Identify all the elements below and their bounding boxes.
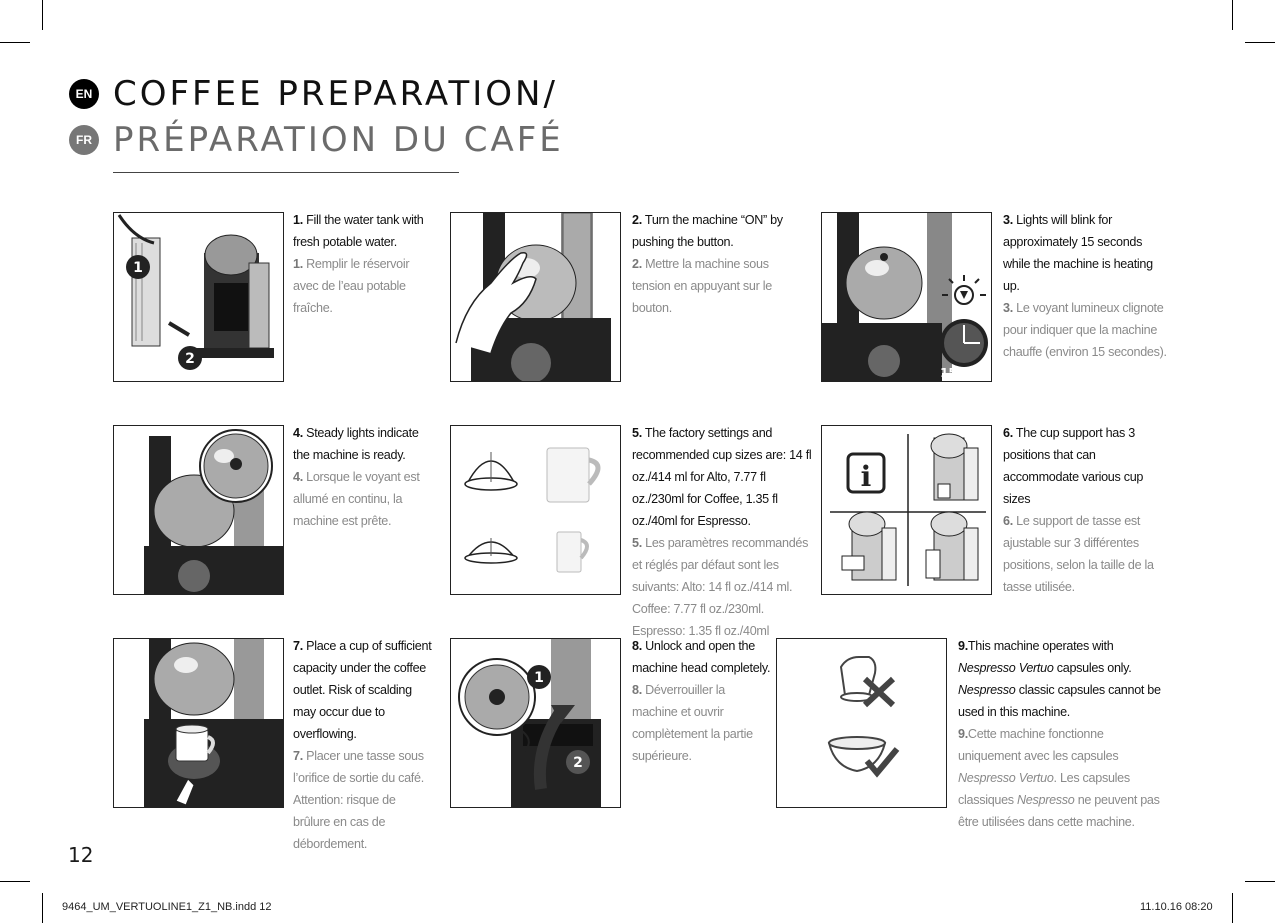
step1-text: 1. Fill the water tank with fresh potable water. 1. Remplir le réservoir avec de l’eau potable fraîche.: [293, 213, 424, 315]
timer-label: 15 sec.: [940, 366, 988, 380]
page-title-fr: PRÉPARATION DU CAFÉ: [113, 120, 564, 160]
title-underline: [113, 172, 459, 173]
info-icon: i: [860, 460, 872, 493]
step9-illustration: [776, 638, 947, 808]
step5-illustration: [450, 425, 621, 595]
step8-text: 8. Unlock and open the machine head completely. 8. Déverrouiller la machine et ouvrir complètement la partie supérieure.: [632, 639, 771, 763]
crop-mark: [1245, 881, 1275, 882]
crop-mark: [42, 0, 43, 30]
step2-illustration: [450, 212, 621, 382]
step6-text: 6. The cup support has 3 positions that can accommodate various cup sizes 6. Le support de tasse est ajustable sur 3 différentes positions, selon la taille de la tasse utilisée.: [1003, 426, 1154, 594]
step6-illustration: [821, 425, 992, 595]
footer-filename: 9464_UM_VERTUOLINE1_Z1_NB.indd 12: [62, 901, 272, 913]
step2-text: 2. Turn the machine “ON” by pushing the button. 2. Mettre la machine sous tension en appuyant sur le bouton.: [632, 213, 783, 315]
crop-mark: [42, 893, 43, 923]
step3-illustration: [821, 212, 992, 382]
step8-illustration: [450, 638, 621, 808]
step4-illustration: [113, 425, 284, 595]
step5-text: 5. The factory settings and recommended cup sizes are: 14 fl oz./414 ml for Alto, 7.77 fl oz./230ml for Coffee, 1.35 fl oz./40ml for Espresso. 5. Les paramètres recommandés et réglés par défaut sont les suivants: Alto: 14 fl oz./414 ml. Coffee: 7.77 fl oz./230ml. Espresso: 1.35 fl oz./40ml: [632, 426, 812, 638]
step7-text: 7. Place a cup of sufficient capacity under the coffee outlet. Risk of scalding may occur due to overflowing. 7. Placer une tasse sous l’orifice de sortie du café. Attention: risque de brûlure en cas de débordement.: [293, 639, 432, 851]
step9-text: 9.This machine operates with Nespresso Vertuo capsules only. Nespresso classic capsules cannot be used in this machine. 9.Cette machine fonctionne uniquement avec les capsules Nespresso Vertuo. Les capsules classiques Nespresso ne peuvent pas être utilisées dans cette machine.: [958, 639, 1161, 829]
language-badge-en: EN: [69, 79, 99, 109]
callout-1-label: 1: [133, 260, 143, 276]
page-number: 12: [68, 843, 94, 867]
step1-illustration: [113, 212, 284, 382]
callout-2-label: 2: [185, 351, 195, 367]
language-badge-fr: FR: [69, 125, 99, 155]
callout-1-label: 1: [534, 670, 544, 686]
page-title-en: COFFEE PREPARATION/: [113, 74, 558, 114]
crop-mark: [1232, 0, 1233, 30]
step3-text: 3. Lights will blink for approximately 15 seconds while the machine is heating up. 3. Le voyant lumineux clignote pour indiquer que la machine chauffe (environ 15 secondes).: [1003, 213, 1167, 359]
callout-2-label: 2: [573, 755, 583, 771]
crop-mark: [0, 42, 30, 43]
crop-mark: [1245, 42, 1275, 43]
crop-mark: [1232, 893, 1233, 923]
step4-text: 4. Steady lights indicate the machine is ready. 4. Lorsque le voyant est allumé en continu, la machine est prête.: [293, 426, 420, 528]
footer-datetime: 11.10.16 08:20: [1140, 901, 1213, 913]
step7-illustration: [113, 638, 284, 808]
crop-mark: [0, 881, 30, 882]
